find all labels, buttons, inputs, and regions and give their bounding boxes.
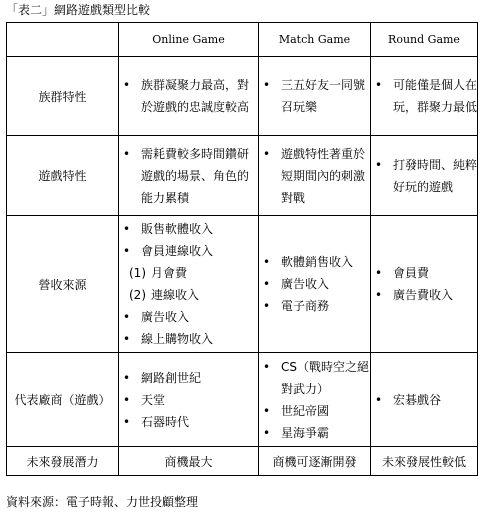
table-cell bbox=[259, 136, 371, 216]
table-caption: 「表二」網路遊戲類型比較 bbox=[6, 3, 151, 17]
row-label: 遊戲特性 bbox=[7, 136, 119, 216]
table-row bbox=[7, 57, 478, 136]
table-cell bbox=[119, 216, 259, 353]
table-row bbox=[7, 216, 478, 353]
table-cell bbox=[371, 57, 478, 136]
list-item: • 需耗費較多時間鑽研遊戲的場景、角色的能力累積 bbox=[119, 143, 258, 209]
item-text: 月會費 bbox=[151, 266, 188, 280]
list-item: • 販售軟體收入 bbox=[119, 218, 258, 240]
item-text: 連線收入 bbox=[151, 288, 200, 302]
table-cell: 未來發展性較低 bbox=[371, 447, 478, 476]
row-label: 代表廠商（遊戲） bbox=[7, 353, 119, 447]
list-item: • 遊戲特性著重於短期間內的刺激對戰 bbox=[259, 143, 370, 209]
table-cell bbox=[259, 57, 371, 136]
table-cell bbox=[259, 216, 371, 353]
table-row bbox=[7, 136, 478, 216]
row-label: 營收來源 bbox=[7, 216, 119, 353]
table-cell: 商機最大 bbox=[119, 447, 259, 476]
column-header-match: Match Game bbox=[259, 23, 371, 57]
list-item: • 廣告收入 bbox=[259, 273, 370, 295]
list-item: • 可能僅是個人在玩，群聚力最低 bbox=[371, 74, 477, 118]
item-number: (1) bbox=[129, 266, 146, 280]
list-item: • 廣告費收入 bbox=[371, 284, 477, 306]
list-item: • 打發時間、純粹好玩的遊戲 bbox=[371, 154, 477, 198]
source-note: 資料來源：電子時報、力世投顧整理 bbox=[6, 495, 199, 509]
list-item: • 廣告收入 bbox=[119, 306, 258, 328]
list-item: • 會員連線收入 bbox=[119, 240, 258, 262]
row-label: 族群特性 bbox=[7, 57, 119, 136]
list-item: • 會員費 bbox=[371, 262, 477, 284]
header-row bbox=[7, 23, 478, 57]
list-item: • 世紀帝國 bbox=[259, 400, 370, 422]
list-item: • 族群凝聚力最高，對於遊戲的忠誠度較高 bbox=[119, 74, 258, 118]
list-item: • 宏碁戲谷 bbox=[371, 389, 477, 411]
table-cell bbox=[119, 353, 259, 447]
column-header-online: Online Game bbox=[119, 23, 259, 57]
row-label: 未來發展潛力 bbox=[7, 447, 119, 476]
list-item: • 石器時代 bbox=[119, 411, 258, 433]
table-cell bbox=[371, 353, 478, 447]
item-number: (2) bbox=[129, 288, 146, 302]
list-item bbox=[119, 284, 258, 306]
table-cell: 商機可逐漸開發 bbox=[259, 447, 371, 476]
list-item: • CS（戰時空之絕對武力） bbox=[259, 356, 370, 400]
list-item: • 網路創世紀 bbox=[119, 367, 258, 389]
table-cell bbox=[259, 353, 371, 447]
table-cell bbox=[371, 136, 478, 216]
table-row bbox=[7, 447, 478, 476]
column-header-round: Round Game bbox=[371, 23, 478, 57]
list-item: • 天堂 bbox=[119, 389, 258, 411]
list-item: • 星海爭霸 bbox=[259, 422, 370, 444]
table-cell bbox=[119, 57, 259, 136]
header-empty-cell bbox=[7, 23, 119, 57]
table-cell bbox=[119, 136, 259, 216]
list-item: • 電子商務 bbox=[259, 295, 370, 317]
list-item: • 三五好友一同號召玩樂 bbox=[259, 74, 370, 118]
list-item bbox=[119, 262, 258, 284]
list-item: • 軟體銷售收入 bbox=[259, 251, 370, 273]
table-row bbox=[7, 353, 478, 447]
table-cell bbox=[371, 216, 478, 353]
comparison-table bbox=[6, 22, 478, 476]
list-item: • 線上購物收入 bbox=[119, 328, 258, 350]
